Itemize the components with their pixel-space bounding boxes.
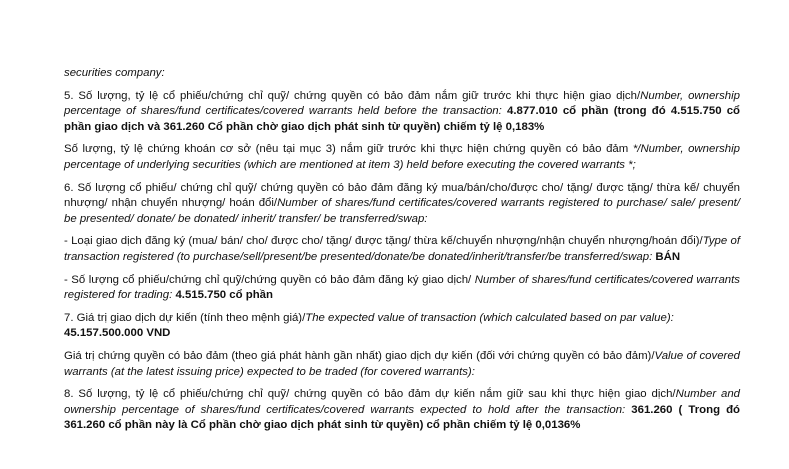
item8-en: Number and ownership percentage of shares/fund certificates/covered warrants expected to hold after the transaction: [64, 388, 741, 416]
txtype-lead: - Loại giao dịch đăng ký (mua/ bán/ cho/ được cho/ tặng/ được tặng/ thừa kế/chuyển nhượng/nhận chuyển nhượng/hoán đổi)/ [64, 235, 703, 248]
regqty-en: Number of shares/fund certificates/covered warrants registered for trading: [64, 273, 740, 302]
item5-lead: 5. Số lượng, tỷ lệ cổ phiếu/chứng chỉ quỹ/ chứng quyền có bảo đảm nắm giữ trước khi thực hiện giao dịch/ [64, 89, 641, 102]
paragraph-underlying [64, 142, 740, 173]
intro-text: securities company: [64, 67, 165, 79]
underlying-en: */Number, ownership percentage of underlying securities (which are mentioned at item 3) held before executing the covered warrants *; [64, 143, 741, 171]
paragraph-warrant-value [64, 349, 740, 380]
txtype-en: Type of transaction registered (to purchase/sell/present/be presented/donate/be donated/inherit/transfer/be transferred/swap: [64, 235, 740, 263]
item7-value: 45.157.500.000 VND [64, 327, 171, 340]
paragraph-item-7 [64, 311, 740, 342]
paragraph-transaction-type [64, 234, 740, 265]
item6-lead: 6. Số lượng cổ phiếu/ chứng chỉ quỹ/ chứng quyền có bảo đảm đăng ký mua/bán/cho/được cho/ tặng/ được tặng/ thừa kế/ chuyển nhượng/ nhận chuyển nhượng/ hoán đổi/ [64, 181, 740, 210]
regqty-value: 4.515.750 cổ phần [175, 289, 273, 302]
item5-en: Number, ownership percentage of shares/fund certificates/covered warrants held before the transaction: [64, 89, 740, 118]
paragraph-intro [64, 66, 740, 82]
paragraph-item-8 [64, 387, 740, 434]
underlying-lead: Số lượng, tỷ lệ chứng khoán cơ sở (nêu tại mục 3) nắm giữ trước khi thực hiện chứng quyền có bảo đảm [64, 143, 629, 156]
paragraph-item-6 [64, 181, 740, 228]
paragraph-registered-quantity [64, 273, 740, 304]
item7-en: The expected value of transaction (which calculated based on par value): [305, 311, 674, 324]
item8-lead: 8. Số lượng, tỷ lệ cổ phiếu/chứng chỉ quỹ/ chứng quyền có bảo đảm dự kiến nắm giữ sau khi thực hiện giao dịch/ [64, 388, 676, 401]
document-body [64, 66, 740, 439]
regqty-lead: - Số lượng cổ phiếu/chứng chỉ quỹ/chứng quyền có bảo đảm đăng ký giao dịch/ [64, 273, 472, 286]
warrantvalue-lead: Giá trị chứng quyền có bảo đảm (theo giá phát hành gần nhất) giao dịch dự kiến (đối với chứng quyền có bảo đảm)/ [64, 349, 655, 362]
item7-lead: 7. Giá trị giao dịch dự kiến (tính theo mệnh giá)/ [64, 311, 306, 324]
item5-value: 4.877.010 cổ phần (trong đó 4.515.750 cổ phần giao dịch và 361.260 Cổ phần chờ giao dịch phát sinh từ quyền) chiếm tỷ lệ 0,183% [64, 105, 740, 133]
txtype-value: BÁN [655, 250, 681, 263]
warrantvalue-en: Value of covered warrants (at the latest issuing price) expected to be traded (for covered warrants): [64, 349, 740, 378]
item6-en: Number of shares/fund certificates/covered warrants registered to purchase/ sale/ present/ be presented/ donate/ be donated/ inherit/ transfer/ be transferred/swap: [64, 197, 740, 225]
item8-value: 361.260 ( Trong đó 361.260 cổ phần này là Cổ phần chờ giao dịch phát sinh từ quyền) cổ phần chiếm tỷ lệ 0,0136% [64, 403, 741, 432]
paragraph-item-5 [64, 89, 740, 136]
